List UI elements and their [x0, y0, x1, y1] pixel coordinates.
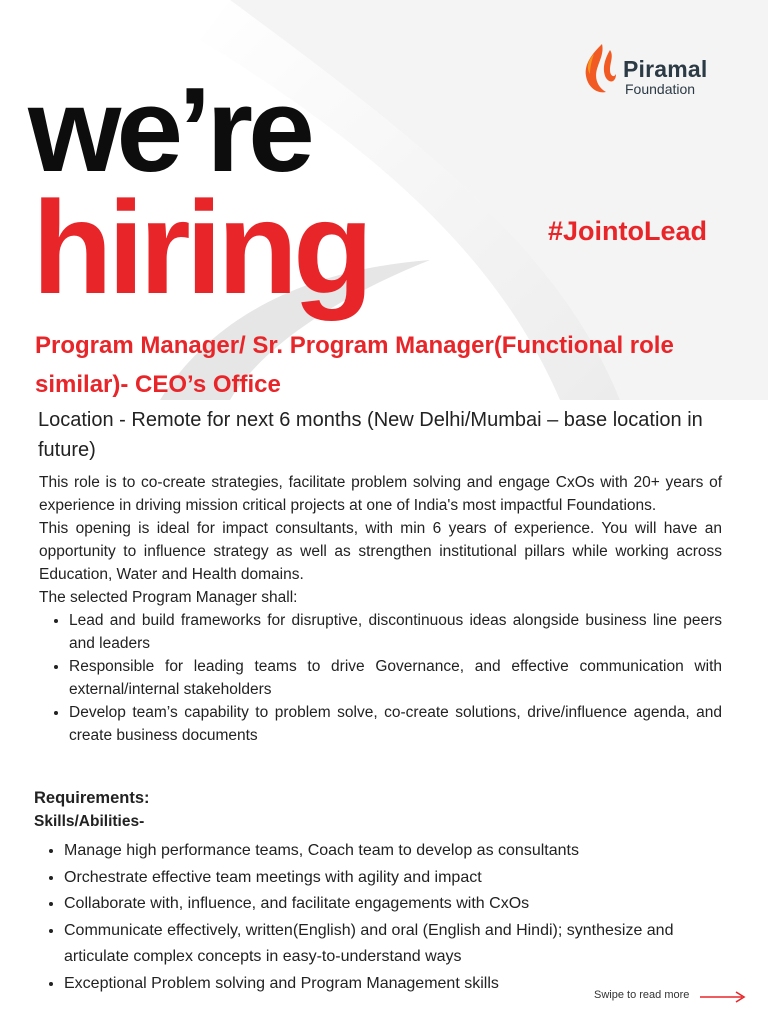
- logo-name: Piramal: [623, 56, 708, 82]
- job-description: [39, 471, 722, 747]
- duties-intro: The selected Program Manager shall:: [39, 589, 298, 606]
- job-title: Program Manager/ Sr. Program Manager(Functional role similar)- CEO’s Office: [35, 332, 674, 398]
- list-item: • Develop team’s capability to problem solve, co-create solutions, drive/influence agenda, and create business documents: [69, 701, 722, 747]
- list-item: • Manage high performance teams, Coach team to develop as consultants: [64, 838, 734, 865]
- list-item: • Collaborate with, influence, and facilitate engagements with CxOs: [64, 891, 734, 918]
- headline-were: we’re: [28, 63, 310, 197]
- piramal-logo: [580, 40, 730, 100]
- description-paragraph: This opening is ideal for impact consultants, with min 6 years of experience. You will have an opportunity to influence strategy as well as strengthen institutional pillars while working across Education, Water and Health domains.: [39, 520, 722, 583]
- list-item: • Orchestrate effective team meetings with agility and impact: [64, 865, 734, 892]
- requirements-section: [34, 786, 734, 997]
- job-location: Location - Remote for next 6 months (New Delhi/Mumbai – base location in future): [38, 409, 703, 461]
- duties-list: [39, 609, 722, 747]
- list-item: • Communicate effectively, written(English) and oral (English and Hindi); synthesize and articulate complex concepts in easy-to-understand ways: [64, 918, 734, 971]
- skills-subtitle: Skills/Abilities-: [34, 813, 145, 830]
- flame-icon: [580, 40, 622, 98]
- requirements-title: Requirements:: [34, 789, 150, 807]
- skills-list: [34, 838, 734, 997]
- list-item: • Exceptional Problem solving and Program Management skills: [64, 971, 734, 998]
- hashtag: #JointoLead: [548, 216, 708, 246]
- logo-subtitle: Foundation: [625, 81, 696, 97]
- headline-hiring: hiring: [32, 174, 369, 321]
- description-paragraph: This role is to co-create strategies, facilitate problem solving and engage CxOs with 20+ years of experience in driving mission critical projects at one of India's most impactful Foundations.: [39, 474, 722, 514]
- list-item: • Lead and build frameworks for disruptive, discontinuous ideas alongside business line peers and leaders: [69, 609, 722, 655]
- list-item: • Responsible for leading teams to drive Governance, and effective communication with external/internal stakeholders: [69, 655, 722, 701]
- arrow-right-icon: [700, 991, 746, 1003]
- swipe-hint: Swipe to read more: [594, 989, 690, 1001]
